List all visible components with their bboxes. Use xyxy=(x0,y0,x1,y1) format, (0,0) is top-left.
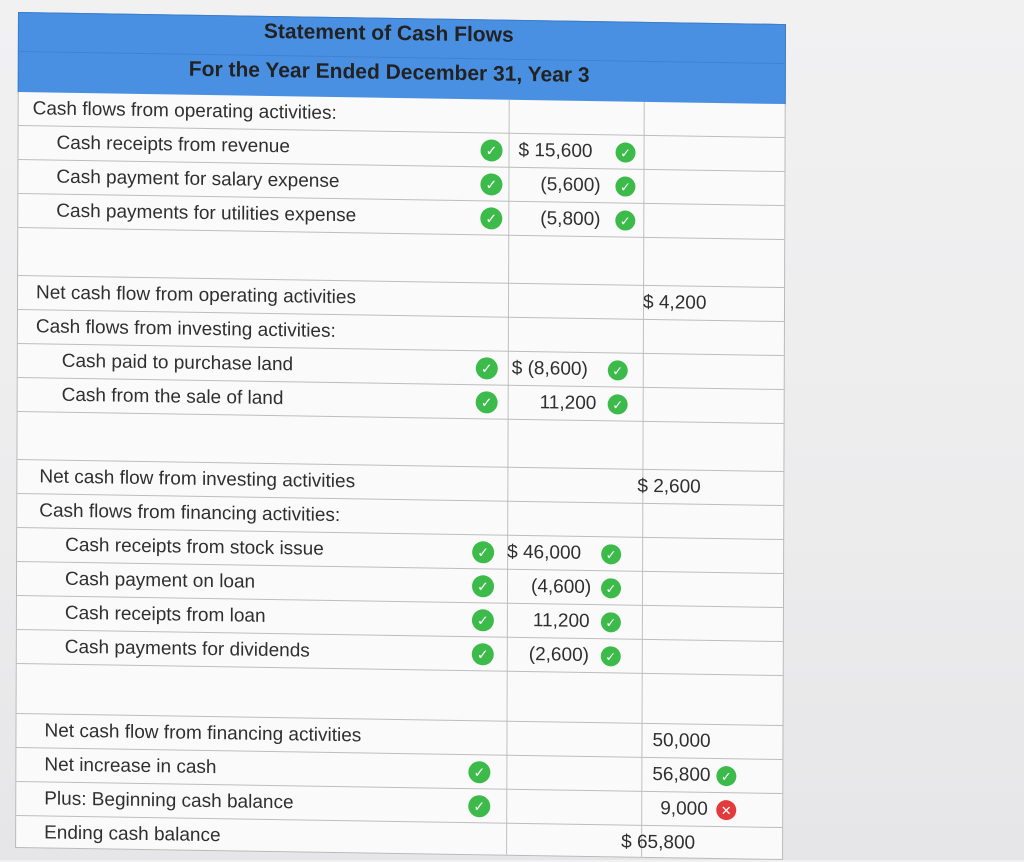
check-icon: ✓ xyxy=(481,139,503,161)
ending-balance-amount[interactable]: $ 65,800 xyxy=(621,831,696,854)
row-label[interactable]: Cash payment for salary expense xyxy=(56,166,340,193)
amount-input[interactable]: $ 46,000 xyxy=(507,541,582,564)
row-label[interactable]: Net cash flow from operating activities xyxy=(35,282,357,309)
statement-header xyxy=(18,12,786,106)
check-icon: ✓ xyxy=(468,761,490,783)
row-label[interactable]: Cash receipts from revenue xyxy=(56,132,290,158)
amount-input[interactable]: $ 15,600 xyxy=(518,139,593,163)
net-financing-amount[interactable]: 50,000 xyxy=(652,729,711,752)
financing-heading: Cash flows from financing activities: xyxy=(39,500,341,527)
row-label[interactable]: Cash receipts from stock issue xyxy=(65,534,324,560)
check-icon: ✓ xyxy=(468,795,490,817)
row-label[interactable]: Cash payments for utilities expense xyxy=(56,200,357,227)
incorrect-icon: ✕ xyxy=(716,800,736,820)
check-icon: ✓ xyxy=(472,609,494,631)
investing-heading: Cash flows from investing activities: xyxy=(35,316,336,342)
amount-input[interactable]: 11,200 xyxy=(539,392,597,415)
amount-input[interactable]: 11,200 xyxy=(532,610,590,632)
beginning-balance-amount[interactable]: 9,000 xyxy=(660,798,708,820)
row-label[interactable]: Cash payments for dividends xyxy=(64,636,310,662)
net-investing-amount[interactable]: $ 2,600 xyxy=(637,475,701,498)
check-icon: ✓ xyxy=(472,541,494,563)
check-icon: ✓ xyxy=(472,643,494,665)
check-icon: ✓ xyxy=(716,766,736,786)
statement-title: Statement of Cash Flows xyxy=(263,19,514,47)
row-label[interactable]: Cash payment on loan xyxy=(64,568,256,593)
row-label[interactable]: Net cash flow from investing activities xyxy=(39,466,356,493)
check-icon: ✓ xyxy=(608,394,628,414)
check-icon: ✓ xyxy=(601,578,621,598)
check-icon: ✓ xyxy=(601,646,621,666)
row-label[interactable]: Net increase in cash xyxy=(44,754,217,779)
net-increase-amount[interactable]: 56,800 xyxy=(652,763,711,786)
check-icon: ✓ xyxy=(616,142,636,162)
net-operating-amount[interactable]: $ 4,200 xyxy=(642,291,707,314)
row-label[interactable]: Ending cash balance xyxy=(44,822,221,847)
cash-flow-statement xyxy=(15,12,786,859)
amount-input[interactable]: (5,600) xyxy=(540,174,601,197)
check-icon: ✓ xyxy=(476,391,498,413)
check-icon: ✓ xyxy=(480,207,502,229)
operating-heading: Cash flows from operating activities: xyxy=(32,98,337,125)
amount-input[interactable]: (5,800) xyxy=(540,208,601,231)
row-label[interactable]: Cash from the sale of land xyxy=(61,384,284,410)
amount-input[interactable]: (2,600) xyxy=(528,644,590,666)
row-label[interactable]: Net cash flow from financing activities xyxy=(44,720,362,747)
row-label[interactable]: Cash paid to purchase land xyxy=(61,350,294,376)
statement-period: For the Year Ended December 31, Year 3 xyxy=(188,57,590,87)
amount-input[interactable]: $ (8,600) xyxy=(511,357,588,380)
amount-input[interactable]: (4,600) xyxy=(530,576,592,599)
row-label[interactable]: Cash receipts from loan xyxy=(64,602,266,627)
row-label[interactable]: Plus: Beginning cash balance xyxy=(44,788,294,814)
check-icon: ✓ xyxy=(476,357,498,379)
check-icon: ✓ xyxy=(601,544,621,564)
check-icon: ✓ xyxy=(472,575,494,597)
check-icon: ✓ xyxy=(615,176,635,196)
check-icon: ✓ xyxy=(601,612,621,632)
statement-grid xyxy=(15,92,786,860)
check-icon: ✓ xyxy=(608,360,628,380)
check-icon: ✓ xyxy=(480,173,502,195)
check-icon: ✓ xyxy=(615,210,635,230)
